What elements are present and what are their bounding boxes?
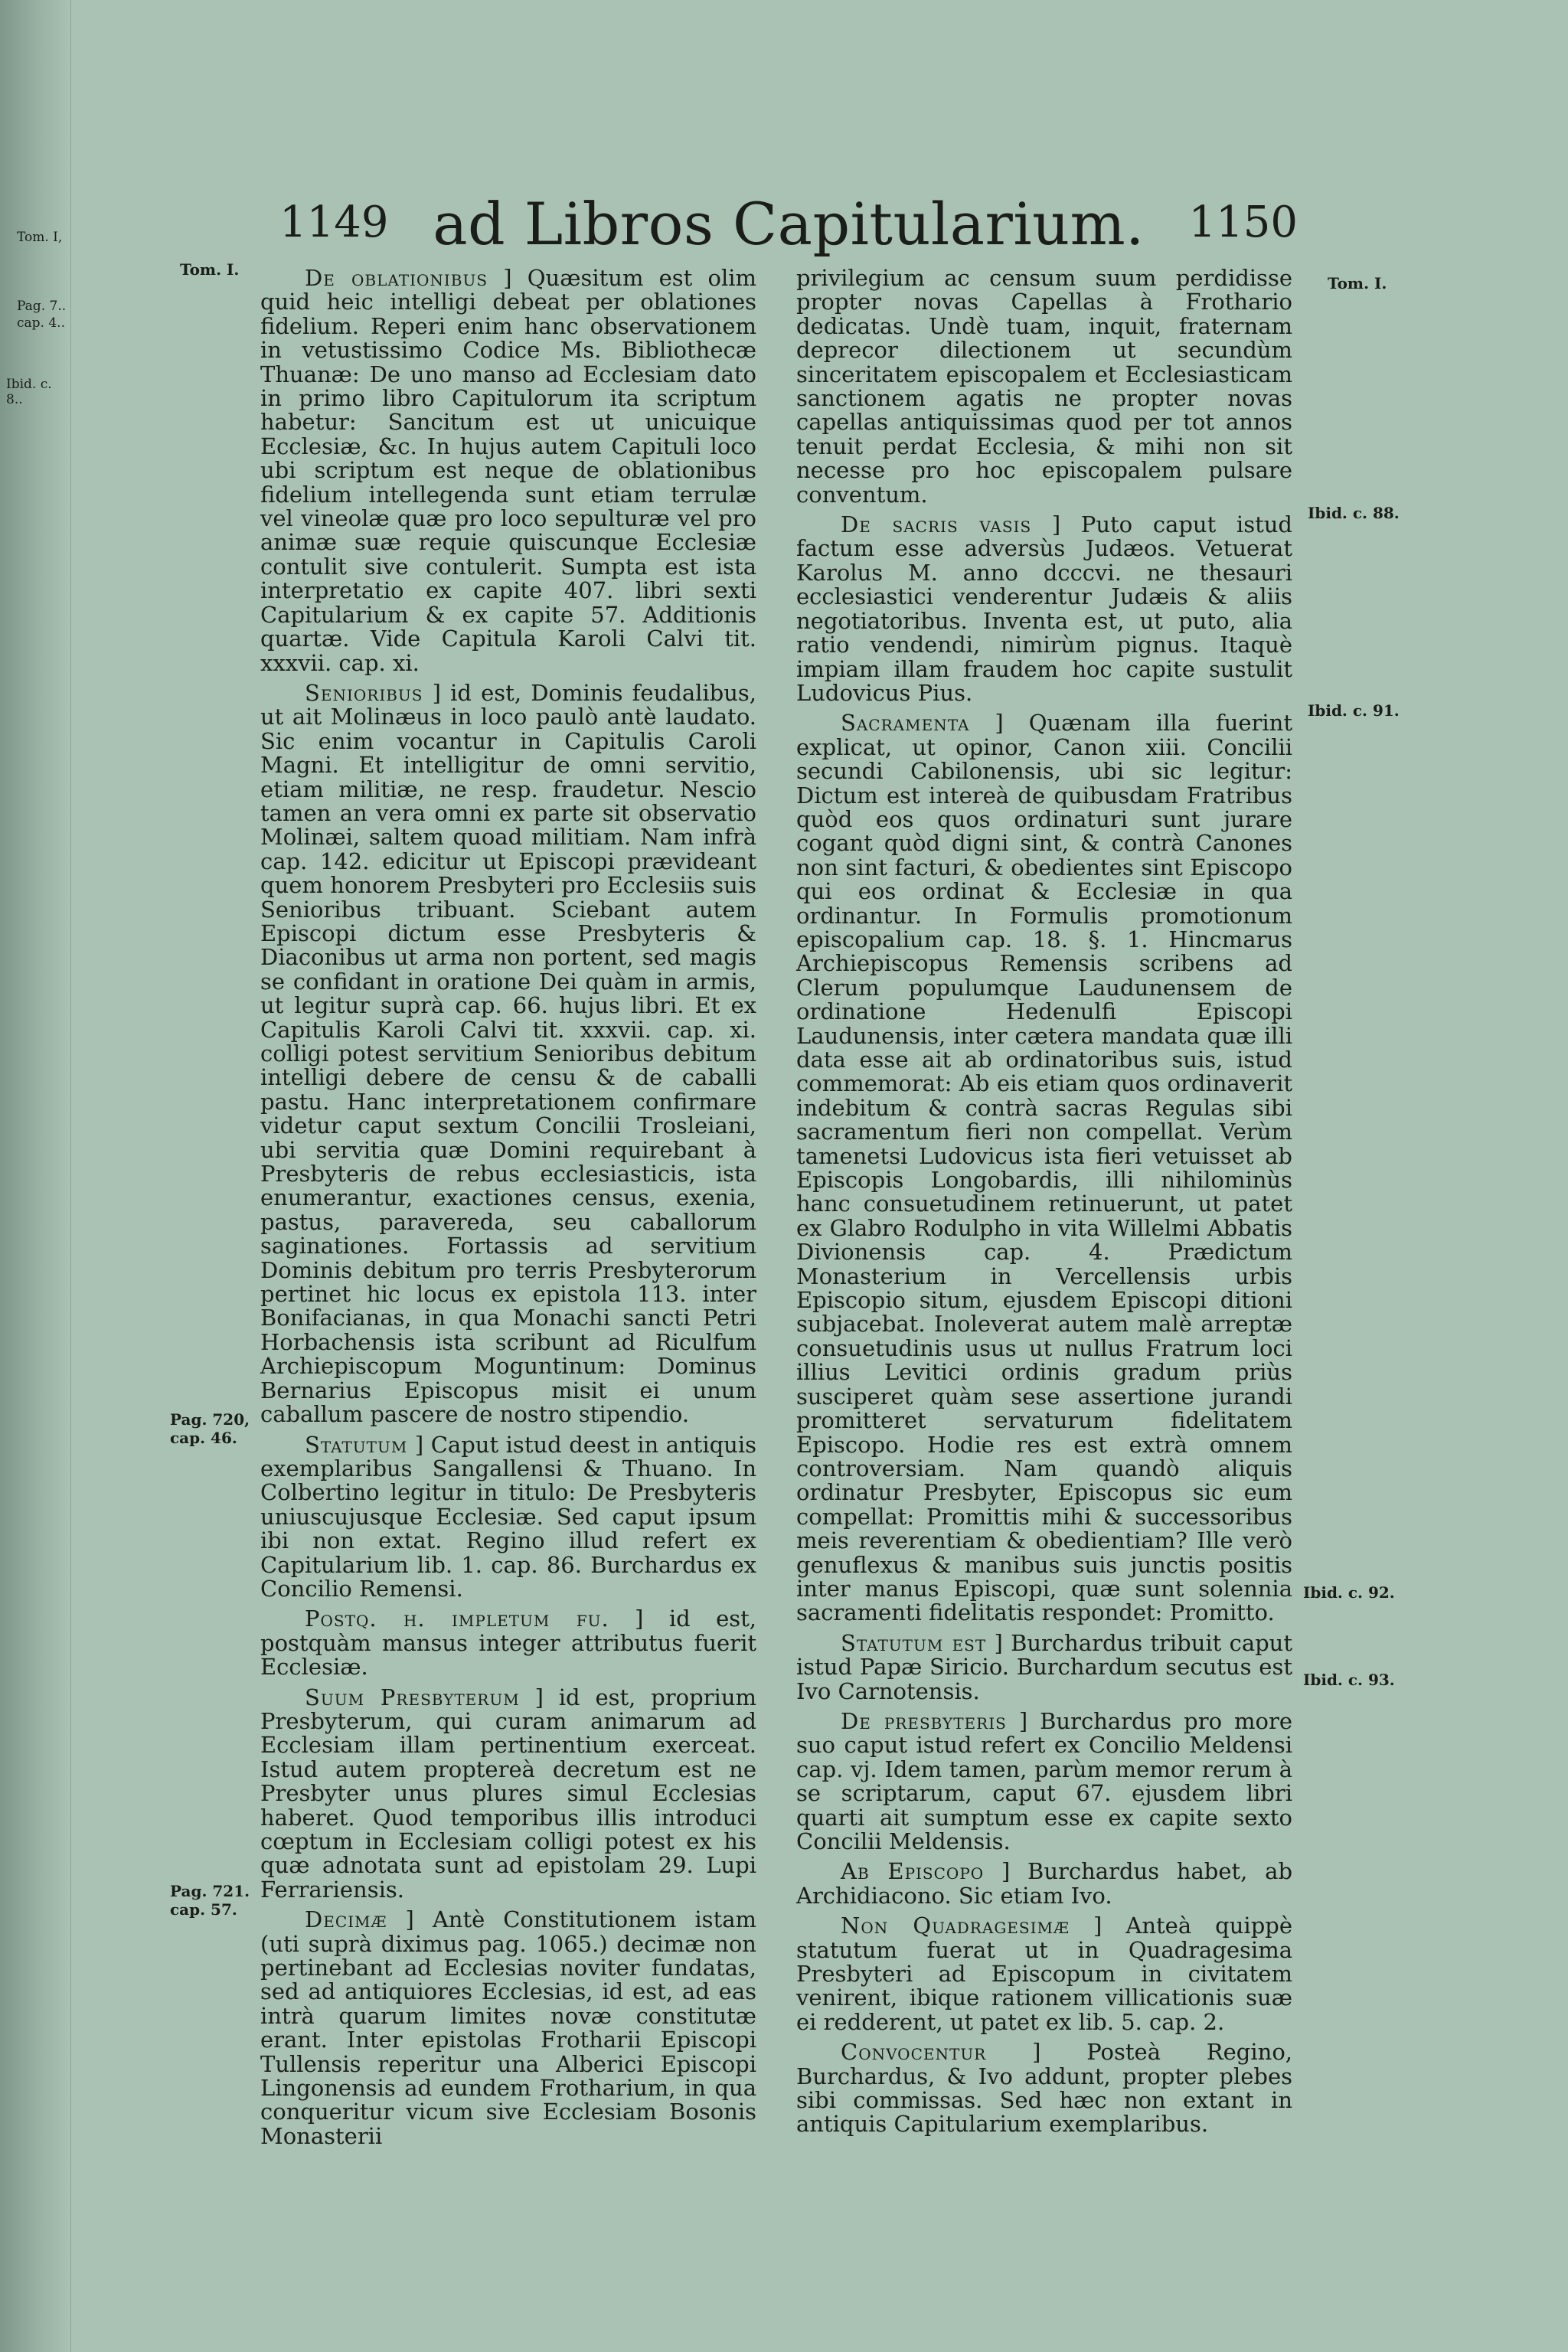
lemma: Statutum est: [841, 1629, 987, 1656]
paragraph-text: ] Posteà Regino, Burchardus, & Ivo addunt, propter plebes sibi commissas. Sed hæc non extant in antiquis Capitularium exemplaribus.: [796, 2039, 1292, 2138]
facing-page-edge: [0, 0, 71, 2352]
paragraph: [260, 1908, 756, 2148]
margin-note-line: Tom. I.: [1328, 274, 1387, 292]
lemma: De presbyteris: [841, 1707, 1007, 1734]
paragraph-text: ] Caput istud deest in antiquis exemplaribus Sangallensi & Thuano. In Colbertino legitur in titulo: De Presbyteris uniuscujusque Ecclesiæ. Sed caput ipsum ibi non extat. Regino illud refert ex Capitularium lib. 1. cap. 86. Burchardus ex Concilio Remensi.: [260, 1431, 756, 1602]
margin-note-right: [1308, 504, 1400, 522]
paragraph: [796, 1914, 1292, 2034]
page-number-right: 1150: [1188, 198, 1298, 247]
margin-note-line: Ibid. c. 92.: [1303, 1583, 1395, 1602]
text-column-right: [796, 266, 1292, 2143]
lemma: Suum Presbyterum: [305, 1684, 520, 1710]
paragraph: [796, 1707, 1293, 1854]
paragraph-text: ] Burchardus tribuit caput istud Papæ Siricio. Burchardum secutus est Ivo Carnotensis.: [796, 1629, 1293, 1704]
lemma: Decimæ: [305, 1906, 387, 1933]
margin-note-right: [1303, 1671, 1395, 1689]
page-header: [279, 190, 1298, 259]
margin-note-line: cap. 57.: [170, 1900, 237, 1919]
paragraph: [796, 1860, 1292, 1908]
margin-note-left: [180, 260, 239, 279]
margin-note-line: Pag. 720,: [170, 1410, 250, 1429]
margin-note-line: Tom. I.: [180, 260, 240, 279]
paragraph-text: privilegium ac censum suum perdidisse propter novas Capellas à Frothario dedicatas. Undè tuam, inquit, fraternam deprecor dilectionem ut secundùm sinceritatem episcopalem et Ecclesiasticam sanctionem agatis ne propter novas capellas antiquissimas quod per tot annos tenuit perdat Ecclesia, & mihi non sit necesse pro hoc episcopalem pulsare conventum.: [796, 265, 1292, 508]
paragraph-text: ] id est, Dominis feudalibus, ut ait Molinæus in loco paulò antè laudato. Sic enim vocantur in Capitulis Caroli Magni. Et intelligitur de omni servitio, etiam militiæ, ne resp. fraudetur. Nescio tamen an vera omni ex parte sit observatio Molinæi, saltem quoad militiam. Nam infrà cap. 142. edicitur ut Episcopi prævideant quem honorem Presbyteri pro Ecclesiis suis Senioribus tribuant. Sciebant autem Episcopi dictum esse Presbyteris & Diaconibus ut arma non portent, sed magis se confidant in oratione Dei quàm in armis, ut legitur suprà cap. 66. hujus libri. Et ex Capitulis Karoli Calvi tit. xxxvii. cap. xi. colligi potest servitium Senioribus debitum intelligi debere de censu & de caballi pastu. Hanc interpretationem confirmare videtur caput sextum Concilii Trosleiani, ubi servitia quæ Domini requirebant à Presbyteris de rebus ecclesiasticis, ista enumerantur, exactiones census, exenia, pastus, paravereda, seu caballorum saginationes. Fortassis ad servitium Dominis debitum pro terris Presbyterorum pertinet hic locus ex epistola 113. inter Bonifacianas, in qua Monachi sancti Petri Horbachensis ista scribunt ad Riculfum Archiepiscopum Moguntinum: Dominus Bernarius Episcopus misit ei unum caballum pascere de nostro stipendio.: [260, 679, 756, 1428]
paragraph-text: ] Quæsitum est olim quid heic intelligi debeat per oblationes fidelium. Reperi enim hanc observationem in vetustissimo Codice Ms. Bibliothecæ Thuanæ: De uno manso ad Ecclesiam dato in primo libro Capitulorum ita scriptum habetur: Sancitum est ut unicuique Ecclesiæ, &c. In hujus autem Capituli loco ubi scriptum est neque de oblationibus fidelium intellegenda sunt etiam terrulæ vel vineolæ quæ pro loco sepulturæ vel pro animæ suæ requie quiscunque Ecclesiæ contulit sive contulerit. Sumpta est ista interpretatio ex capite 407. libri sexti Capitularium & ex capite 57. Additionis quartæ. Vide Capitula Karoli Calvi tit. xxxvii. cap. xi.: [260, 265, 757, 676]
paragraph-text: ] Burchardus habet, ab Archidiacono. Sic etiam Ivo.: [796, 1858, 1293, 1909]
lemma: Statutum: [305, 1431, 408, 1458]
facing-page-note: Ibid. c. 8..: [6, 377, 52, 407]
lemma: Sacramenta: [841, 710, 970, 737]
margin-note-line: Ibid. c. 91.: [1308, 701, 1400, 720]
paragraph-text: ] id est, postquàm mansus integer attributus fuerit Ecclesiæ.: [260, 1606, 756, 1681]
page-number-left: 1149: [279, 198, 389, 247]
lemma: Ab Episcopo: [841, 1858, 985, 1885]
lemma: Non Quadragesimæ: [841, 1913, 1070, 1939]
margin-note-line: cap. 46.: [170, 1429, 237, 1447]
paragraph: [260, 681, 756, 1427]
lemma: De oblationibus: [305, 265, 488, 291]
facing-page-note: cap. 4..: [17, 315, 65, 331]
paragraph: [260, 266, 756, 675]
facing-page-note: Tom. I,: [17, 230, 63, 245]
margin-note-line: Ibid. c. 93.: [1303, 1671, 1395, 1689]
margin-note-line: Pag. 721.: [170, 1882, 250, 1900]
margin-note-left: [170, 1410, 250, 1447]
lemma: Postq. h. impletum fu.: [305, 1606, 609, 1632]
paragraph: [796, 513, 1292, 705]
paragraph: [796, 711, 1292, 1625]
paragraph: [260, 1433, 756, 1602]
lemma: De sacris vasis: [841, 511, 1032, 538]
paragraph-text: ] Burchardus pro more suo caput istud refert ex Concilio Meldensi cap. vj. Idem tamen, parùm memor rerum à se scriptarum, caput 67. ejusdem libri quarti ait sumptum esse ex capite sexto Concilii Meldensis.: [796, 1707, 1293, 1854]
running-title: ad Libros Capitularium.: [433, 190, 1145, 258]
margin-note-right: [1328, 274, 1387, 292]
paragraph: [796, 2040, 1292, 2137]
text-column-left: [260, 266, 756, 2154]
paragraph: [796, 266, 1292, 507]
lemma: Senioribus: [305, 679, 423, 706]
lemma: Convocentur: [841, 2039, 987, 2066]
paragraph-text: ] Anteà quippè statutum fuerat ut in Quadragesima Presbyteri ad Episcopum in civitatem venirent, ibique rationem villicationis suæ ei redderent, ut patet ex lib. 5. cap. 2.: [796, 1913, 1292, 2035]
paragraph-text: ] Puto caput istud factum esse adversùs Judæos. Vetuerat Karolus M. anno dcccvi. ne thesauri ecclesiastici venderentur Judæis & aliis negotiatoribus. Inventa est, ut puto, alia ratio vendendi, nimirùm pignus. Itaquè impiam illam fraudem hoc capite sustulit Ludovicus Pius.: [796, 511, 1292, 706]
paragraph: [260, 1686, 756, 1903]
margin-note-right: [1308, 701, 1400, 720]
paragraph-text: ] Quænam illa fuerint explicat, ut opinor, Canon xiii. Concilii secundi Cabilonensis, ubi sic legitur: Dictum est intereà de quibusdam Fratribus quòd eos quos ordinaturi sunt jurare cogant quòd digni sint, & contrà Canones non sint facturi, & obedientes sint Episcopo qui eos ordinat & Ecclesiæ in qua ordinantur. In Formulis promotionum episcopalium cap. 18. §. 1. Hincmarus Archiepiscopus Remensis scribens ad Clerum populumque Laudunensem de ordinatione Hedenulfi Episcopi Laudunensis, inter cætera mandata quæ illi data esse ait ab ordinatoribus suis, istud commemorat: Ab eis etiam quos ordinaverit indebitum & contrà sacras Regulas sibi sacramentum fieri non compellat. Verùm tamenetsi Ludovicus ista fieri vetuisset ab Episcopis Longobardis, illi nihilominùs hanc consuetudinem retinuerunt, ut patet ex Glabro Rodulpho in vita Willelmi Abbatis Divionensis cap. 4. Prædictum Monasterium in Vercellensis urbis Episcopio situm, ejusdem Episcopi ditioni subjacebat. Inoleverat autem malè arreptæ consuetudinis usus ut nullus Fratrum loci illius Levitici ordinis gradum priùs susciperet quàm sese assertione jurandi promitteret servaturum fidelitatem Episcopo. Hodie res est extrà omnem controversiam. Nam quandò aliquis ordinatur Presbyter, Episcopus sic eum compellat: Promittis mihi & successoribus meis reverentiam & obedientiam? Ille verò genuflexus & manibus suis junctis positis inter manus Episcopi, quæ sunt solennia sacramenti fidelitatis respondet: Promitto.: [796, 710, 1292, 1626]
margin-note-line: Ibid. c. 88.: [1308, 504, 1400, 522]
paragraph-text: ] id est, proprium Presbyterum, qui curam animarum ad Ecclesiam illam pertinentium exerceat. Istud autem proptereà decretum est ne Presbyter unus plures simul Ecclesias haberet. Quod temporibus illis introduci cœptum in Ecclesiam colligi potest ex his quæ adnotata sunt ad epistolam 29. Lupi Ferrariensis.: [260, 1684, 757, 1903]
paragraph-text: ] Antè Constitutionem istam (uti suprà diximus pag. 1065.) decimæ non pertinebant ad Ecclesias noviter fundatas, sed ad antiquiores Ecclesias, id est, ad eas intrà quarum limites novæ constitutæ erant. Inter epistolas Frotharii Episcopi Tullensis reperitur una Alberici Episcopi Lingonensis ad eundem Frotharium, in qua conqueritur vicum sive Ecclesiam Bosonis Monasterii: [260, 1906, 757, 2149]
paragraph: [260, 1607, 756, 1679]
margin-note-right: [1303, 1583, 1395, 1602]
facing-page-note: Pag. 7..: [17, 299, 67, 314]
paragraph: [796, 1629, 1293, 1704]
margin-note-left: [170, 1882, 250, 1919]
